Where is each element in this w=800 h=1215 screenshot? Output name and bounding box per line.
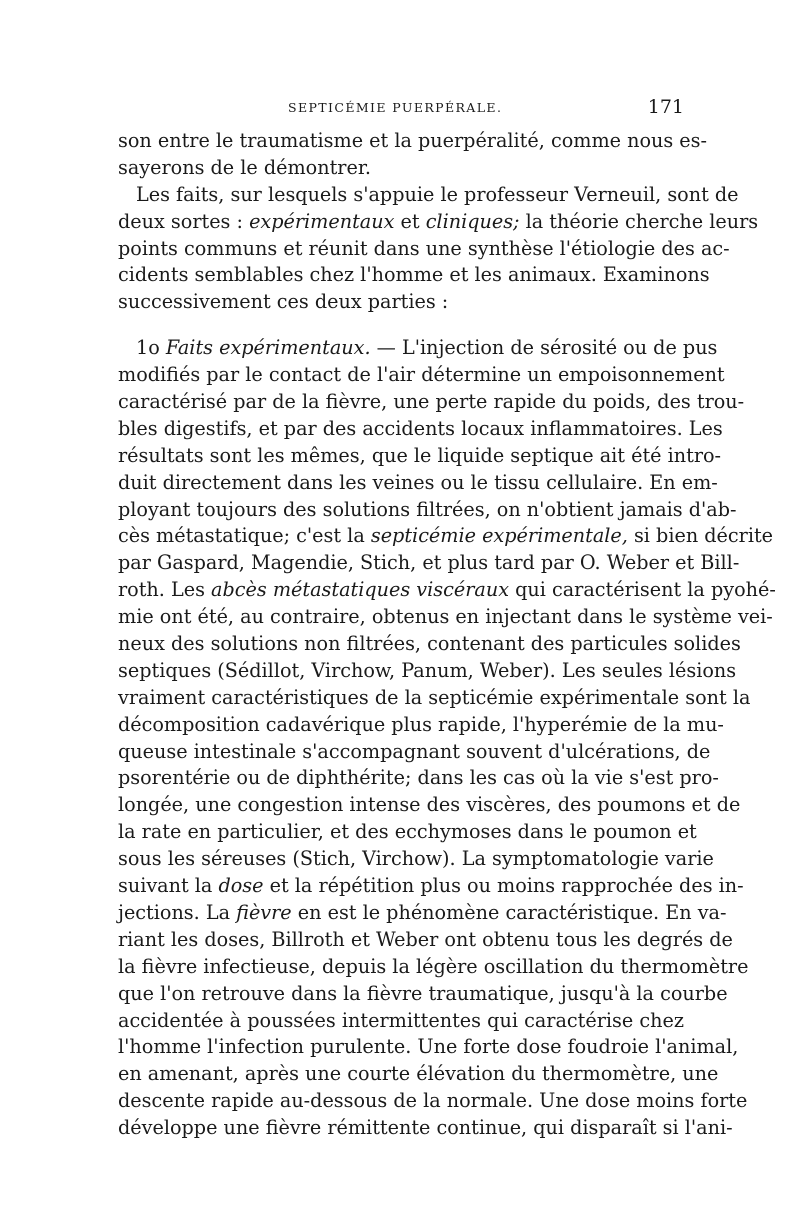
paragraph-3 xyxy=(118,335,776,1142)
emphasis: expérimentaux xyxy=(249,209,395,233)
text-line xyxy=(118,577,776,604)
text-line: modifiés par le contact de l'air détermine un empoisonnement xyxy=(118,363,725,387)
text-run: deux sortes : xyxy=(118,209,250,233)
page-header xyxy=(118,96,684,120)
text-line: neux des solutions non filtrées, contenant des particules solides xyxy=(118,632,741,656)
text-line: points communs et réunit dans une synthèse l'étiologie des ac- xyxy=(118,236,730,260)
text-line: résultats sont les mêmes, que le liquide septique ait été intro- xyxy=(118,443,722,467)
text-line: bles digestifs, et par des accidents locaux inflammatoires. Les xyxy=(118,416,723,440)
text-run: 1o xyxy=(136,336,166,360)
text-line: la rate en particulier, et des ecchymoses dans le poumon et xyxy=(118,820,697,844)
emphasis: abcès métastatiques viscéraux xyxy=(211,578,510,602)
text-line: en amenant, après une courte élévation du thermomètre, une xyxy=(118,1062,719,1086)
text-line: riant les doses, Billroth et Weber ont obtenu tous les degrés de xyxy=(118,927,733,951)
paragraph-2 xyxy=(118,182,759,316)
text-run: qui caractérisent la pyohé- xyxy=(509,578,776,602)
text-line: décomposition cadavérique plus rapide, l'hyperémie de la mu- xyxy=(118,712,724,736)
text-line: queuse intestinale s'accompagnant souvent d'ulcérations, de xyxy=(118,739,711,763)
text-line xyxy=(118,873,744,900)
body-text xyxy=(118,128,776,1142)
text-line: l'homme l'infection purulente. Une forte dose foudroie l'animal, xyxy=(118,1035,739,1059)
text-line: caractérisé par de la fièvre, une perte rapide du poids, des trou- xyxy=(118,390,745,414)
text-run: roth. Les xyxy=(118,578,212,602)
text-line: vraiment caractéristiques de la septicémie expérimentale sont la xyxy=(118,685,751,709)
text-run: en est le phénomène caractéristique. En va- xyxy=(291,900,727,924)
text-line: Les faits, sur lesquels s'appuie le professeur Verneuil, sont de xyxy=(136,182,739,206)
text-line: septiques (Sédillot, Virchow, Panum, Weber). Les seules lésions xyxy=(118,658,737,682)
text-run: si bien décrite xyxy=(627,524,774,548)
emphasis: Faits expérimentaux. xyxy=(165,336,371,360)
text-line: par Gaspard, Magendie, Stich, et plus tard par O. Weber et Bill- xyxy=(118,551,740,575)
running-head: SEPTICÉMIE PUERPÉRALE. xyxy=(288,100,503,115)
text-run: — L'injection de sérosité ou de pus xyxy=(370,336,718,360)
text-line: ployant toujours des solutions filtrées, on n'obtient jamais d'ab- xyxy=(118,497,737,521)
text-line: sous les séreuses (Stich, Virchow). La symptomatologie varie xyxy=(118,847,714,871)
emphasis: septicémie expérimentale, xyxy=(370,524,628,548)
text-line xyxy=(118,523,774,550)
text-line: duit directement dans les veines ou le tissu cellulaire. En em- xyxy=(118,470,718,494)
text-line xyxy=(118,209,759,236)
emphasis: cliniques; xyxy=(425,209,520,233)
text-line: accidentée à poussées intermittentes qui caractérise chez xyxy=(118,1008,684,1032)
text-run: et la répétition plus ou moins rapprochée des in- xyxy=(263,874,744,898)
emphasis: fièvre xyxy=(236,900,292,924)
emphasis: dose xyxy=(218,874,264,898)
text-line: cidents semblables chez l'homme et les animaux. Examinons xyxy=(118,263,710,287)
text-line: mie ont été, au contraire, obtenus en injectant dans le système vei- xyxy=(118,605,773,629)
text-line: développe une fièvre rémittente continue, qui disparaît si l'ani- xyxy=(118,1116,733,1140)
paragraph-1 xyxy=(118,128,707,182)
text-line: sayerons de le démontrer. xyxy=(118,155,371,179)
text-line: descente rapide au-dessous de la normale. Une dose moins forte xyxy=(118,1089,748,1113)
text-line: longée, une congestion intense des viscères, des poumons et de xyxy=(118,793,741,817)
text-line: que l'on retrouve dans la fièvre traumatique, jusqu'à la courbe xyxy=(118,981,728,1005)
text-line: psorentérie ou de diphthérite; dans les cas où la vie s'est pro- xyxy=(118,766,719,790)
text-run: jections. La xyxy=(118,900,237,924)
text-run: et xyxy=(394,209,426,233)
text-line: son entre le traumatisme et la puerpéralité, comme nous es- xyxy=(118,129,707,152)
text-line: successivement ces deux parties : xyxy=(118,290,449,314)
text-line xyxy=(118,335,718,362)
text-run: la théorie cherche leurs xyxy=(519,209,759,233)
text-line: la fièvre infectieuse, depuis la légère oscillation du thermomètre xyxy=(118,954,749,978)
text-run: cès métastatique; c'est la xyxy=(118,524,371,548)
page-number: 171 xyxy=(647,96,684,118)
text-line xyxy=(118,900,727,927)
text-run: suivant la xyxy=(118,874,219,898)
